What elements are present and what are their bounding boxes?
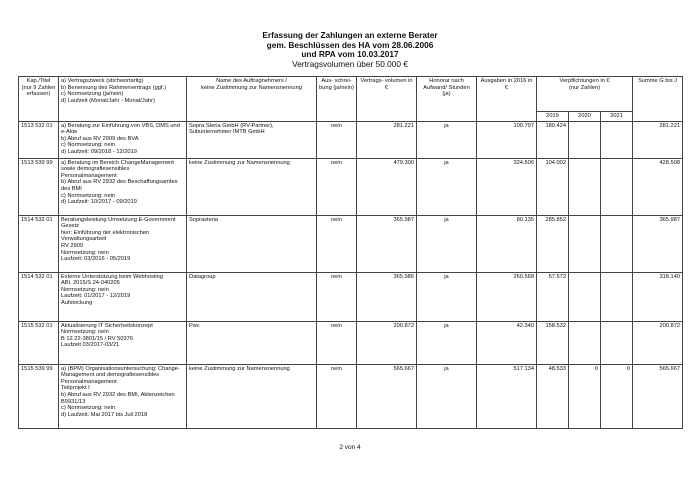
- cell-name: Soprasteria: [187, 215, 317, 272]
- cell-2021: 0: [601, 364, 633, 428]
- title-line-4: Vertragsvolumen über 50.000 €: [292, 58, 408, 69]
- cell-ausschreibung: nein: [317, 215, 357, 272]
- header-year-2021: 2021: [601, 112, 633, 122]
- header-ausgaben: Ausgaben in 2016 in €: [477, 77, 537, 122]
- cell-ausgaben: 324.506: [477, 158, 537, 215]
- payments-table: [18, 76, 683, 429]
- cell-kap: 1513 539 99: [19, 158, 59, 215]
- cell-ausschreibung: nein: [317, 272, 357, 321]
- header-vertragsvolumen: Vertrags- volumen in €: [357, 77, 417, 122]
- table-row: [19, 272, 683, 321]
- cell-kap: 1514 532 01: [19, 215, 59, 272]
- cell-ausgaben: 260.568: [477, 272, 537, 321]
- cell-2020: [569, 215, 601, 272]
- cell-ausschreibung: nein: [317, 364, 357, 428]
- cell-volumen: 200.872: [357, 321, 417, 364]
- cell-zweck: a) Beratung im Bereich ChangeManagement sowie demografiesensibles Personalmanagement b) Abruf aus RV 2932 des Beschaffungsamtes des BMI c) Normsetzung: nein d) Laufzeit: 10/2017 - 09/2019: [59, 158, 187, 215]
- header-summe: Summe G bis J: [633, 77, 683, 122]
- table-row: [19, 321, 683, 364]
- cell-summe: 281.221: [633, 121, 683, 158]
- cell-ausschreibung: nein: [317, 121, 357, 158]
- cell-volumen: 365.987: [357, 215, 417, 272]
- cell-2021: [601, 272, 633, 321]
- cell-2019: 104.002: [537, 158, 569, 215]
- cell-zweck: Externe Unterstützung beim Webhosting ABl. 2015/S 24-040205 Normsetzung: nein Laufzeit: 01/2017 - 12/2019 Aufstockung: [59, 272, 187, 321]
- cell-volumen: 281.221: [357, 121, 417, 158]
- page-number: 2 von 4: [339, 444, 361, 451]
- cell-2019: 180.424: [537, 121, 569, 158]
- cell-2020: 0: [569, 364, 601, 428]
- cell-summe: 365.987: [633, 215, 683, 272]
- cell-2020: [569, 321, 601, 364]
- cell-summe: 428.508: [633, 158, 683, 215]
- header-vertragszweck: a) Vertragszweck (stichwortartig) b) Benennung des Rahmenvertrags (ggf.) c) Normsetzung (ja/nein) d) Laufzeit (Monat/Jahr - Monat/Jahr): [59, 77, 187, 122]
- cell-ausgaben: 100.797: [477, 121, 537, 158]
- cell-2020: [569, 121, 601, 158]
- cell-kap: 1513 532 01: [19, 121, 59, 158]
- header-honorar: Honorar nach Aufwand/ Stunden (ja): [417, 77, 477, 122]
- cell-summe: 318.140: [633, 272, 683, 321]
- table-row: [19, 364, 683, 428]
- cell-zweck: a) Beratung zur Einführung von VBS, DMS und e-Akte b) Abruf aus RV 2909 des BVA c) Normsetzung: nein d) Laufzeit: 09/2018 - 12/2019: [59, 121, 187, 158]
- cell-kap: 1515 532 01: [19, 321, 59, 364]
- cell-ausschreibung: nein: [317, 158, 357, 215]
- cell-2021: [601, 121, 633, 158]
- header-verpflichtungen: Verpflichtungen in € (nur Zahlen): [537, 77, 633, 112]
- cell-2019: 48.533: [537, 364, 569, 428]
- cell-2021: [601, 215, 633, 272]
- header-auftragnehmer: Name des Auftragnehmers / keine Zustimmung zur Namensnennung: [187, 77, 317, 122]
- header-kap-titel: Kap./Titel (nur 9 Zahlen erfassen): [19, 77, 59, 122]
- cell-name: keine Zustimmung zur Namensnennung: [187, 364, 317, 428]
- cell-2021: [601, 158, 633, 215]
- title-line-1: Erfassung der Zahlungen an externe Berater: [262, 30, 438, 40]
- cell-summe: 200.872: [633, 321, 683, 364]
- title-line-3: und RPA vom 10.03.2017: [301, 49, 399, 60]
- cell-2019: 285.852: [537, 215, 569, 272]
- document-title: [0, 31, 700, 69]
- table-row: [19, 158, 683, 215]
- cell-zweck: Beratungsleistung Umsetzung E-Government Gesetz hier: Einführung der elektronischen Verwaltungsarbeit RV 2909 Normsetzung: nein Laufzeit: 03/2016 - 05/2019: [59, 215, 187, 272]
- cell-honorar: ja: [417, 158, 477, 215]
- title-line-2: gem. Beschlüssen des HA vom 28.06.2006: [266, 39, 434, 50]
- cell-name: Pwc: [187, 321, 317, 364]
- cell-2020: [569, 272, 601, 321]
- cell-kap: 1514 532 01: [19, 272, 59, 321]
- cell-ausgaben: 517.134: [477, 364, 537, 428]
- header-year-2020: 2020: [569, 112, 601, 122]
- cell-2021: [601, 321, 633, 364]
- cell-honorar: ja: [417, 272, 477, 321]
- header-ausschreibung: Aus- schrei- bung (ja/nein): [317, 77, 357, 122]
- cell-zweck: Aktualisierung IT Sicherheitskonzept Normsetzung: nein B 12.22-3801/15 / RV 50376 Laufzeit 03/2017-03/21: [59, 321, 187, 364]
- cell-kap: 1515 539 99: [19, 364, 59, 428]
- header-year-2019: 2019: [537, 112, 569, 122]
- cell-ausschreibung: nein: [317, 321, 357, 364]
- cell-volumen: 365.986: [357, 272, 417, 321]
- cell-2019: 158.532: [537, 321, 569, 364]
- cell-name: Datagroup: [187, 272, 317, 321]
- table-row: [19, 121, 683, 158]
- cell-2020: [569, 158, 601, 215]
- cell-honorar: ja: [417, 364, 477, 428]
- cell-zweck: a) (BPM) Organisationsuntersuchung: Change-Management und demografiesensibles Personalmanagement Teilprojekt I b) Abruf aus RV 2932 des BMI, Aktenzeichen B9931/13 c) Normsetzung: nein d) Laufzeit: Mai 2017 bis Juli 2018: [59, 364, 187, 428]
- cell-volumen: 565.667: [357, 364, 417, 428]
- cell-name: Sopra Steria GmbH (RV-Partner), Subunternehmer IMTB GmbH: [187, 121, 317, 158]
- cell-honorar: ja: [417, 321, 477, 364]
- cell-volumen: 479.300: [357, 158, 417, 215]
- cell-2019: 57.572: [537, 272, 569, 321]
- cell-summe: 565.667: [633, 364, 683, 428]
- table-row: [19, 215, 683, 272]
- cell-honorar: ja: [417, 121, 477, 158]
- cell-honorar: ja: [417, 215, 477, 272]
- cell-ausgaben: 80.135: [477, 215, 537, 272]
- cell-name: keine Zustimmung zur Namensnennung: [187, 158, 317, 215]
- cell-ausgaben: 42.340: [477, 321, 537, 364]
